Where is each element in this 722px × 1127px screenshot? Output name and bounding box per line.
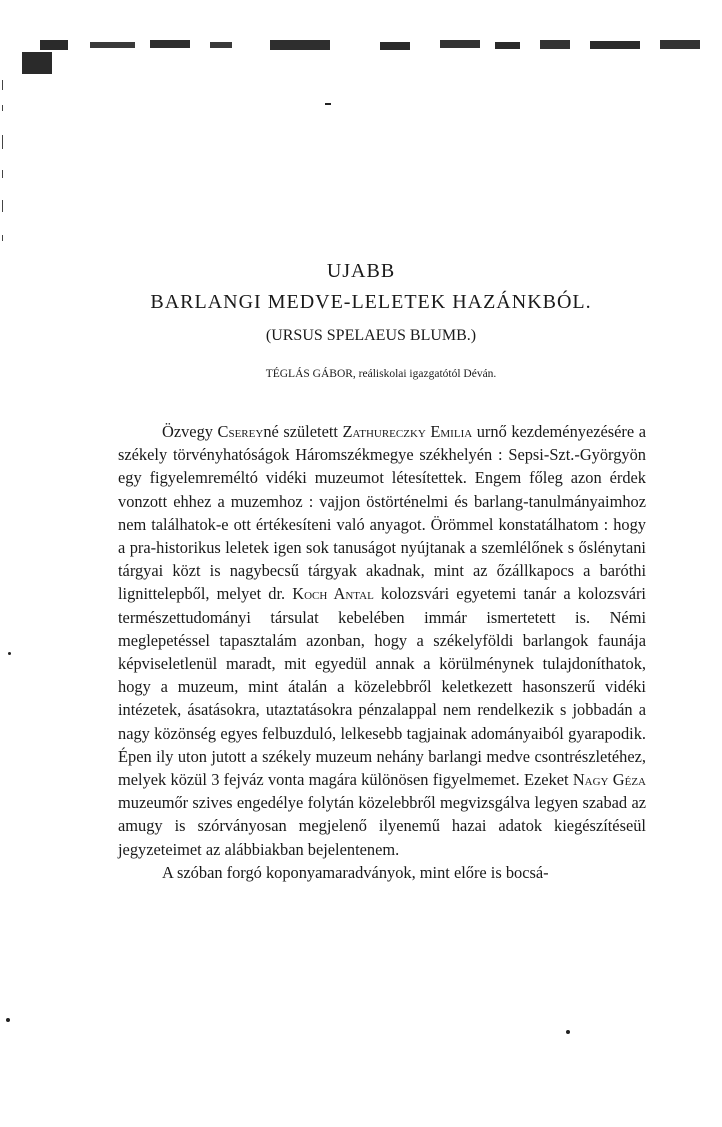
scan-corner-mark <box>22 52 52 74</box>
text-run: Özvegy <box>162 422 218 441</box>
article-title-line2: BARLANGI MEDVE-LELETEK HAZÁNKBÓL. <box>150 291 592 313</box>
scan-speck <box>6 1018 10 1022</box>
scan-speck <box>566 1030 570 1034</box>
scan-edge-artifact <box>0 0 722 52</box>
scan-speck <box>8 652 11 655</box>
scan-margin-dots <box>0 60 12 280</box>
person-name: Cserey <box>217 422 264 441</box>
person-name: Koch Antal <box>292 584 374 604</box>
body-paragraph <box>118 420 646 861</box>
article-subtitle: (URSUS SPELAEUS BLUMB.) <box>265 327 477 344</box>
person-name: Nagy Géza <box>572 770 646 790</box>
article-heading <box>0 256 722 394</box>
body-paragraph <box>118 861 646 884</box>
text-run: kolozsvári egyetemi tanár a kolozsvári természettudományi társulat kebelében immár ismertetett is. Némi meglepetéssel tapasztalám azonban, hogy a székelyföldi barlangok faunája képviseletlenül maradt, mit egyedül annak a körülménynek tulajdoníthatok, hogy a muzeum, mint átalán a közelebbről keletkezett hasonszerű vidéki intézetek, ásatásokra, utaztatásokra pénzalappal nem rendelkezik s jobbadán a nagy közönség egyes felbuzduló, lelkesebb tagjainak adományaiból gyarapodik. Épen ily uton jutott a székely muzeum nehány barlangi medve csontrészletéhez, melyek közül 3 fejváz vonta magára különösen figyelmemet. Ezeket <box>118 584 646 790</box>
article-title-line1: UJABB <box>326 260 396 282</box>
scan-speck <box>325 103 331 105</box>
author-byline: TÉGLÁS GÁBOR, reáliskolai igazgatótól Déván. <box>265 368 497 380</box>
text-run: urnő kezdeményezésére a székely törvényhatóságok Háromszékmegye székhelyén : Sepsi-Szt.-Györgyön egy figyelemreméltó vidéki muzeumot létesítettek. Engem főleg azon érdek vonzott ehhez a muzemhoz : vajjon östörténelmi és barlang-tanulmányaimhoz nem találhatok-e ott értékesíteni való anyagot. Örömmel konstatálhatom : hogy a pra-historikus leletek igen sok tanuságot nyújtanak a szemlélőnek s őslénytani tárgyai közt is nagybecsű tárgyak akadnak, mint az őzállkapocs a baróthi lignittelepből, melyet dr. <box>118 422 646 604</box>
article-body <box>118 420 646 884</box>
text-run: muzeumőr szives engedélye folytán közelebbről megvizsgálva legyen szabad az amugy is szórványosan megjelenő ilyenemű hazai adatok kiegészítéseül jegyzeteimet az alábbiakban bejelentenem. <box>118 793 646 859</box>
person-name: Zathureczky Emilia <box>342 422 473 441</box>
text-run: né született <box>263 422 343 441</box>
text-run: A szóban forgó koponyamaradványok, mint előre is bocsá- <box>162 862 549 882</box>
